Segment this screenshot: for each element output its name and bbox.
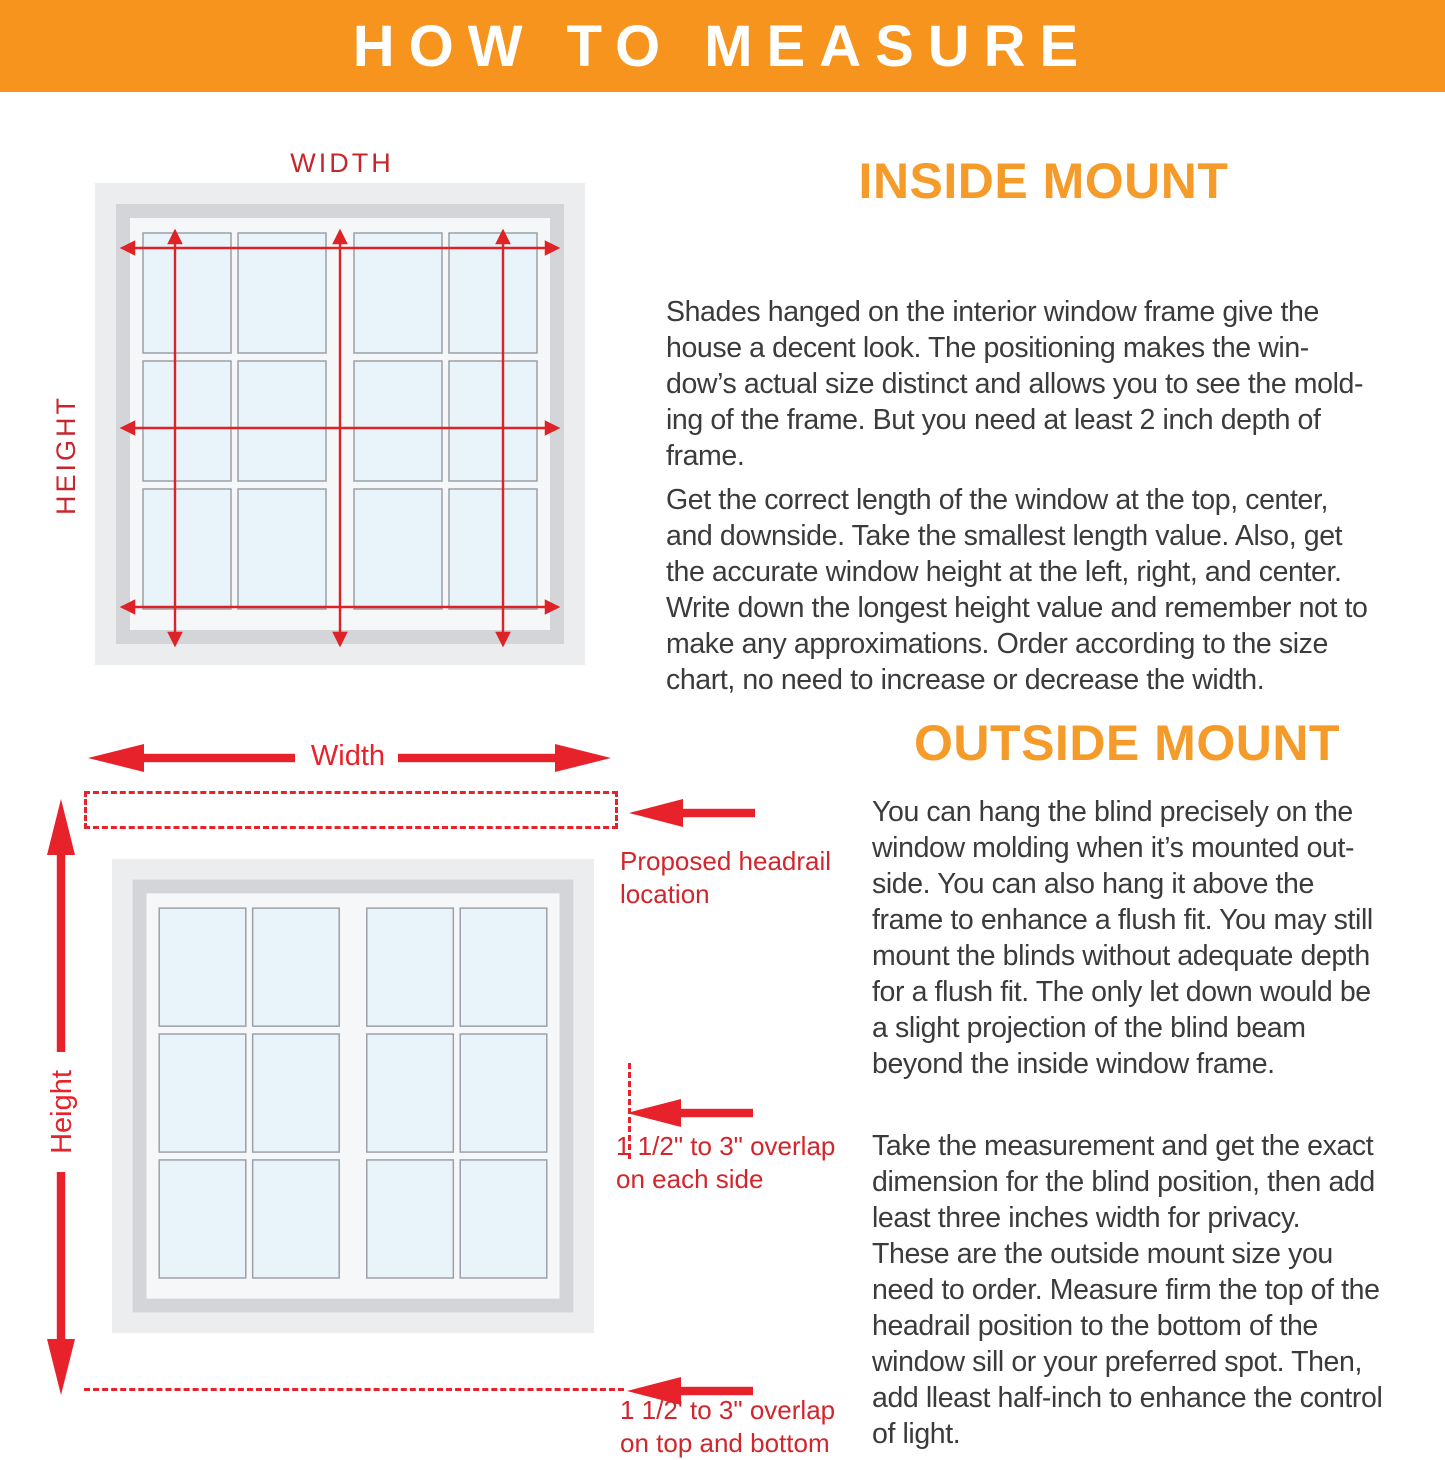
outside-mount-paragraph-2: Take the measurement and get the exact dimension for the blind position, then add least three inches width for privacy. These are the outside mount size you need to order. Measure firm the top of the headrail position to the bottom of the window sill or your preferred spot. Then, add lleast half-inch to enhance the control of light.	[872, 1130, 1383, 1450]
inside-mount-window-diagram	[95, 183, 585, 665]
side-overlap-arrow-icon	[625, 1096, 755, 1130]
side-overlap-label: 1 1/2" to 3" overlap on each side	[616, 1131, 836, 1194]
proposed-headrail-dashed-box	[84, 791, 618, 829]
outside-mount-window-diagram	[112, 855, 594, 1337]
inside-mount-heading: INSIDE MOUNT	[858, 153, 1229, 209]
banner	[0, 0, 1445, 92]
page-title: HOW TO MEASURE	[352, 13, 1093, 79]
top-diagram-width-label: WIDTH	[290, 148, 394, 178]
bottom-diagram-width-label: Width	[295, 740, 401, 773]
bottom-overlap-label: 1 1/2' to 3" overlap on top and bottom	[620, 1395, 836, 1458]
width-arrow-right-icon	[398, 742, 613, 774]
top-diagram-height-label: HEIGHT	[51, 395, 81, 516]
outside-mount-paragraph-1: You can hang the blind precisely on the window molding when it’s mounted out- side. You can also hang it above the frame to enhance a flush fit. You may still mount the blinds without adequate depth for a flush fit. The only let down would be a slight projection of the blind beam beyond the inside window frame.	[872, 796, 1373, 1080]
bottom-overlap-dashed-line	[84, 1388, 624, 1391]
proposed-headrail-label: Proposed headrail location	[620, 846, 832, 909]
bottom-diagram-height-label: Height	[45, 1052, 79, 1172]
headrail-pointer-arrow-icon	[627, 796, 757, 830]
outside-mount-heading: OUTSIDE MOUNT	[914, 715, 1340, 771]
inside-mount-paragraph-2: Get the correct length of the window at the top, center, and downside. Take the smallest length value. Also, get the accurate window height at the left, right, and center. Write down the longest height value and remember not to make any approximations. Order according to the size chart, no need to increase or decrease the width.	[666, 484, 1368, 696]
inside-mount-paragraph-1: Shades hanged on the interior window frame give the house a decent look. The positioning makes the win- dow’s actual size distinct and allows you to see the mold- ing of the frame. But you need at least 2 inch depth of frame.	[666, 296, 1364, 472]
width-arrow-left-icon	[86, 742, 301, 774]
